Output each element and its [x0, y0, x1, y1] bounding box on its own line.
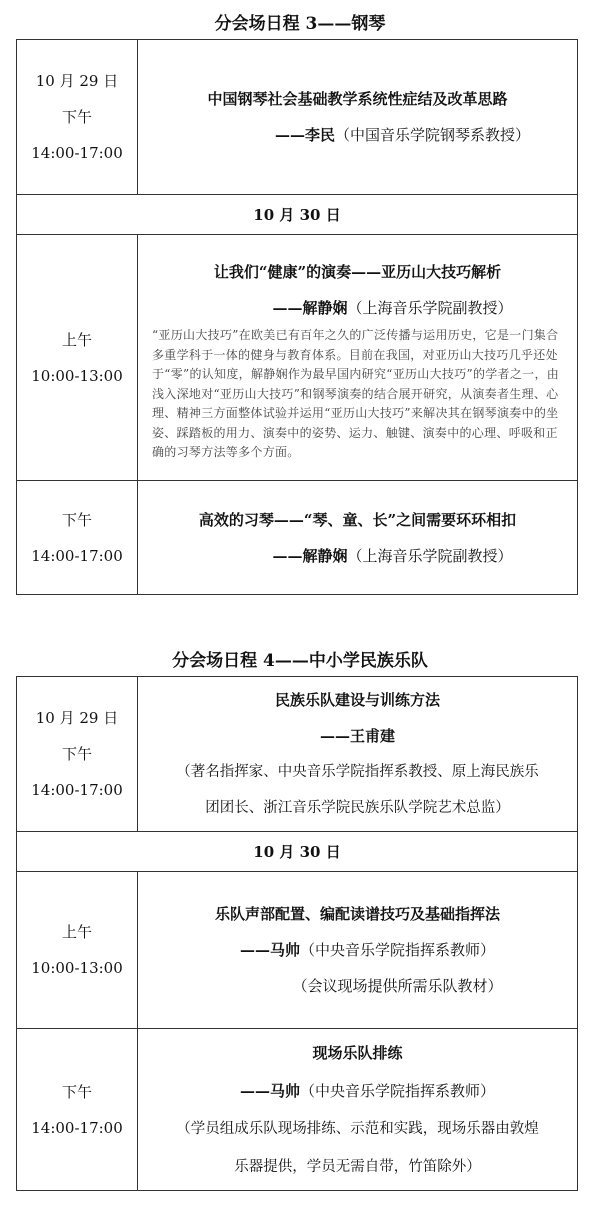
talk-title: 让我们“健康”的演奏——亚历山大技巧解析: [213, 263, 502, 282]
talk-note: （学员组成乐队现场排练、示范和实践，现场乐器由敦煌: [176, 1120, 539, 1137]
period-label: 上午: [61, 330, 92, 349]
time-cell: [17, 235, 138, 481]
date-label: 10 月 29 日: [35, 72, 119, 90]
period-label: 下午: [61, 1082, 92, 1101]
time-label: 14:00-17:00: [31, 781, 123, 799]
talk-title: 民族乐队建设与训练方法: [274, 691, 440, 709]
schedule-row: [17, 872, 578, 1029]
date-label: 10 月 29 日: [35, 709, 119, 727]
content-cell: [138, 677, 578, 832]
talk-title: 现场乐队排练: [312, 1043, 403, 1062]
time-label: 10:00-13:00: [31, 366, 123, 385]
schedule-row: [17, 235, 578, 481]
schedule-row: [17, 481, 578, 595]
talk-note: （会议现场提供所需乐队教材）: [292, 977, 503, 995]
day-date: 10 月 30 日: [17, 832, 578, 872]
time-cell: [17, 1029, 138, 1191]
time-label: 14:00-17:00: [31, 1118, 123, 1137]
time-cell: [17, 40, 138, 195]
talk-description: “亚历山大技巧”在欧美已有百年之久的广泛传播与运用历史，它是一门集合多重学科于一体的健身与教育体系。目前在我国，对亚历山大技巧几乎还处于“零”的认知度，解静娴作为最早国内研究“亚历山大技巧”的学者之一，由浅入深地对“亚历山大技巧”和钢琴演奏的结合展开研究，从演奏者生理、心理、精神三方面整体试验并运用“亚历山大技巧”来解决其在钢琴演奏中的坐姿、踩踏板的用力、演奏中的姿势、运力、触键、演奏中的心理、呼吸和正确的习琴方法等多个方面。: [152, 328, 560, 460]
date-row: [17, 195, 578, 235]
talk-title: 中国钢琴社会基础教学系统性症结及改革思路: [207, 90, 508, 108]
talk-title: 高效的习琴——“琴、童、长”之间需要环环相扣: [198, 510, 517, 529]
section-4-title: 分会场日程 4——中小学民族乐队: [172, 651, 428, 671]
speaker-note: （著名指挥家、中央音乐学院指挥系教授、原上海民族乐: [176, 764, 539, 780]
content-cell: [138, 481, 578, 595]
speaker-affiliation: （上海音乐学院副教授）: [347, 299, 513, 318]
period-label: 上午: [61, 923, 92, 941]
period-label: 下午: [61, 745, 92, 763]
content-cell: [138, 1029, 578, 1191]
schedule-row: [17, 677, 578, 832]
speaker-note: 团团长、浙江音乐学院民族乐队学院艺术总监）: [205, 800, 510, 816]
period-label: 下午: [61, 510, 92, 529]
time-cell: [17, 481, 138, 595]
speaker-name: ——王甫建: [319, 727, 395, 745]
section-3-title: 分会场日程 3——钢琴: [214, 14, 386, 34]
time-label: 14:00-17:00: [31, 546, 123, 565]
speaker-name: ——解静娴: [272, 299, 348, 318]
speaker-affiliation: （中央音乐学院指挥系教师）: [300, 941, 496, 959]
talk-title: 乐队声部配置、编配读谱技巧及基础指挥法: [214, 905, 500, 923]
date-row: [17, 832, 578, 872]
day-date: 10 月 30 日: [17, 195, 578, 235]
content-cell: [138, 40, 578, 195]
speaker-name: ——解静娴: [272, 546, 348, 565]
speaker-affiliation: （中国音乐学院钢琴系教授）: [335, 126, 531, 144]
schedule-table-piano: [16, 39, 578, 595]
schedule-row: [17, 1029, 578, 1191]
talk-note: 乐器提供，学员无需自带，竹笛除外）: [234, 1158, 481, 1175]
time-cell: [17, 677, 138, 832]
schedule-table-orchestra: [16, 676, 578, 1191]
speaker-name: ——马帅: [239, 1081, 300, 1100]
time-label: 14:00-17:00: [31, 144, 123, 162]
time-label: 10:00-13:00: [31, 959, 123, 977]
content-cell: [138, 235, 578, 481]
speaker-name: ——李民: [274, 126, 335, 144]
time-cell: [17, 872, 138, 1029]
speaker-affiliation: （中央音乐学院指挥系教师）: [300, 1081, 496, 1100]
schedule-row: [17, 40, 578, 195]
speaker-name: ——马帅: [239, 941, 300, 959]
content-cell: [138, 872, 578, 1029]
period-label: 下午: [61, 108, 92, 126]
speaker-affiliation: （上海音乐学院副教授）: [347, 546, 513, 565]
